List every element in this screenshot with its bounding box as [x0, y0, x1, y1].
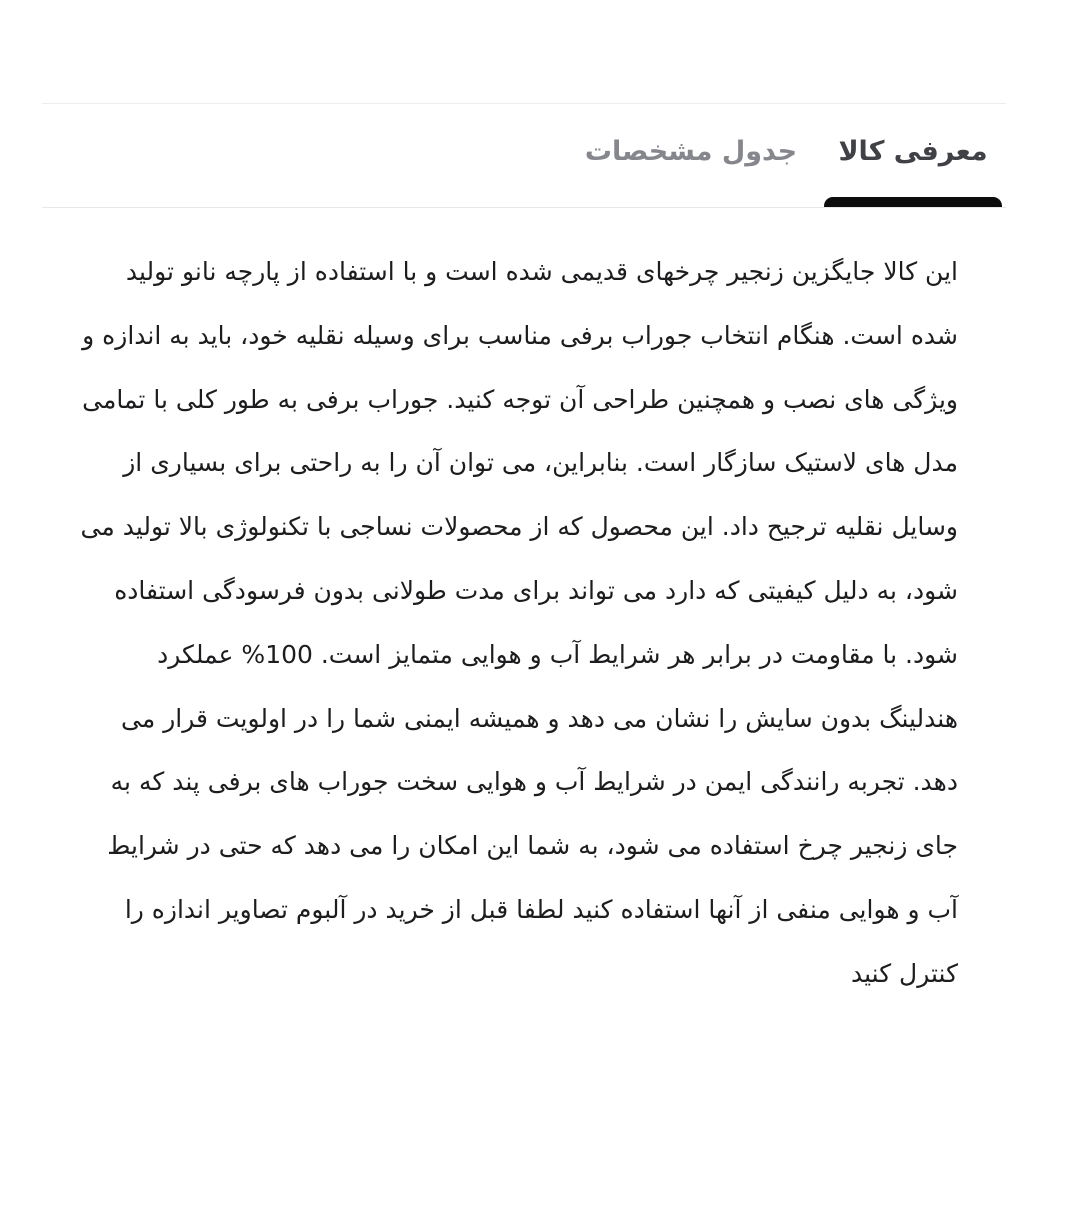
- description-text: این کالا جایگزین زنجیر چرخهای قدیمی شده است و با استفاده از پارچه نانو تولید شده است. هنگام انتخاب جوراب برفی مناسب برای وسیله نقلیه خود، باید به اندازه و ویژگی های نصب و همچنین طراحی آن توجه کنید. جوراب برفی به طور کلی با تمامی مدل های لاستیک سازگار است. بنابراین، می توان آن را به راحتی برای بسیاری از وسایل نقلیه ترجیح داد. این محصول که از محصولات نساجی با تکنولوژی بالا تولید می شود، به دلیل کیفیتی که دارد می تواند برای مدت طولانی بدون فرسودگی استفاده شود. با مقاومت در برابر هر شرایط آب و هوایی متمایز است. 100% عملکرد هندلینگ بدون سایش را نشان می دهد و همیشه ایمنی شما را در اولویت قرار می دهد. تجربه رانندگی ایمن در شرایط آب و هوایی سخت جوراب های برفی پند که به جای زنجیر چرخ استفاده می شود، به شما این امکان را می دهد که حتی در شرایط آب و هوایی منفی از آنها استفاده کنید لطفا قبل از خرید در آلبوم تصاویر اندازه را کنترل کنید: [80, 257, 958, 988]
- product-tabs: [42, 104, 1006, 208]
- tab-label: جدول مشخصات: [584, 136, 798, 167]
- product-description: [80, 240, 958, 1006]
- active-tab-indicator: [824, 197, 1002, 207]
- tab-specifications-table[interactable]: [576, 104, 806, 207]
- tab-product-introduction[interactable]: [824, 104, 1002, 207]
- tab-label: معرفی کالا: [838, 136, 988, 167]
